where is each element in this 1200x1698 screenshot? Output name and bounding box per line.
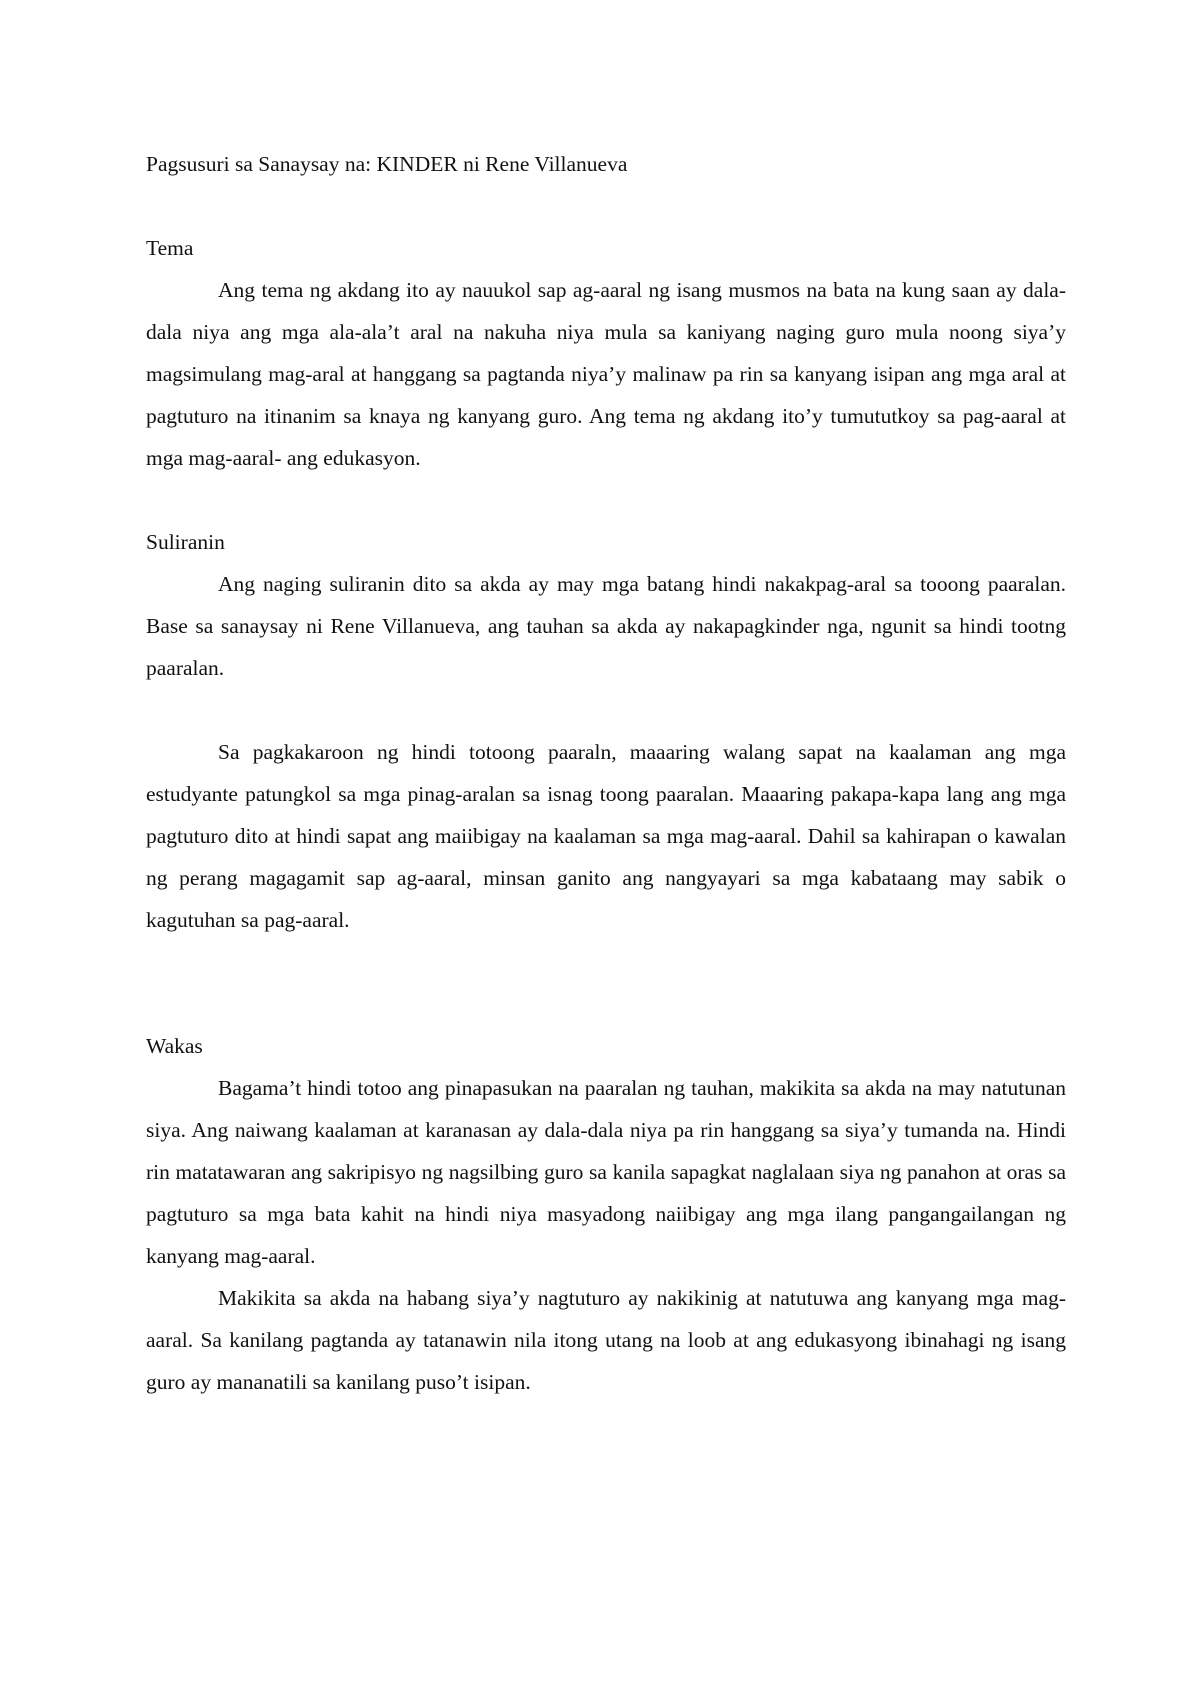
section-tema xyxy=(146,227,1066,479)
section-suliranin xyxy=(146,521,1066,941)
paragraph-wakas-1: Bagama’t hindi totoo ang pinapasukan na paaralan ng tauhan, makikita sa akda na may natutunan siya. Ang naiwang kaalaman at karanasan ay dala-dala niya pa rin hanggang sa siya’y tumanda na. Hindi rin matatawaran ang sakripisyo ng nagsilbing guro sa kanila sapagkat naglalaan siya ng panahon at oras sa pagtuturo sa mga bata kahit na hindi niya masyadong naiibigay ang mga ilang pangangailangan ng kanyang mag-aaral. xyxy=(146,1076,1066,1268)
paragraph-suliranin-2: Sa pagkakaroon ng hindi totoong paaraln, maaaring walang sapat na kaalaman ang mga estudyante patungkol sa mga pinag-aralan sa isnag toong paaralan. Maaaring pakapa-kapa lang ang mga pagtuturo dito at hindi sapat ang maiibigay na kaalaman sa mga mag-aaral. Dahil sa kahirapan o kawalan ng perang magagamit sap ag-aaral, minsan ganito ang nangyayari sa mga kabataang may sabik o kagutuhan sa pag-aaral. xyxy=(146,740,1066,932)
section-heading-wakas: Wakas xyxy=(146,1034,203,1058)
spacer xyxy=(146,941,1066,1025)
document-title: Pagsusuri sa Sanaysay na: KINDER ni Rene Villanueva xyxy=(146,152,628,176)
section-heading-suliranin: Suliranin xyxy=(146,530,225,554)
essay-body xyxy=(146,143,1066,1403)
spacer xyxy=(146,689,1066,731)
spacer xyxy=(146,185,1066,227)
section-heading-tema: Tema xyxy=(146,236,194,260)
section-wakas xyxy=(146,1025,1066,1403)
paragraph-tema-1: Ang tema ng akdang ito ay nauukol sap ag-aaral ng isang musmos na bata na kung saan ay dala-dala niya ang mga ala-ala’t aral na nakuha niya mula sa kaniyang naging guro mula noong siya’y magsimulang mag-aral at hanggang sa pagtanda niya’y malinaw pa rin sa kanyang isipan ang mga aral at pagtuturo na itinanim sa knaya ng kanyang guro. Ang tema ng akdang ito’y tumututkoy sa pag-aaral at mga mag-aaral- ang edukasyon. xyxy=(146,278,1066,470)
spacer xyxy=(146,479,1066,521)
paragraph-suliranin-1: Ang naging suliranin dito sa akda ay may mga batang hindi nakakpag-aral sa tooong paaralan. Base sa sanaysay ni Rene Villanueva, ang tauhan sa akda ay nakapagkinder nga, ngunit sa hindi tootng paaralan. xyxy=(146,572,1066,680)
paragraph-wakas-2: Makikita sa akda na habang siya’y nagtuturo ay nakikinig at natutuwa ang kanyang mga mag-aaral. Sa kanilang pagtanda ay tatanawin nila itong utang na loob at ang edukasyong ibinahagi ng isang guro ay mananatili sa kanilang puso’t isipan. xyxy=(146,1286,1066,1394)
